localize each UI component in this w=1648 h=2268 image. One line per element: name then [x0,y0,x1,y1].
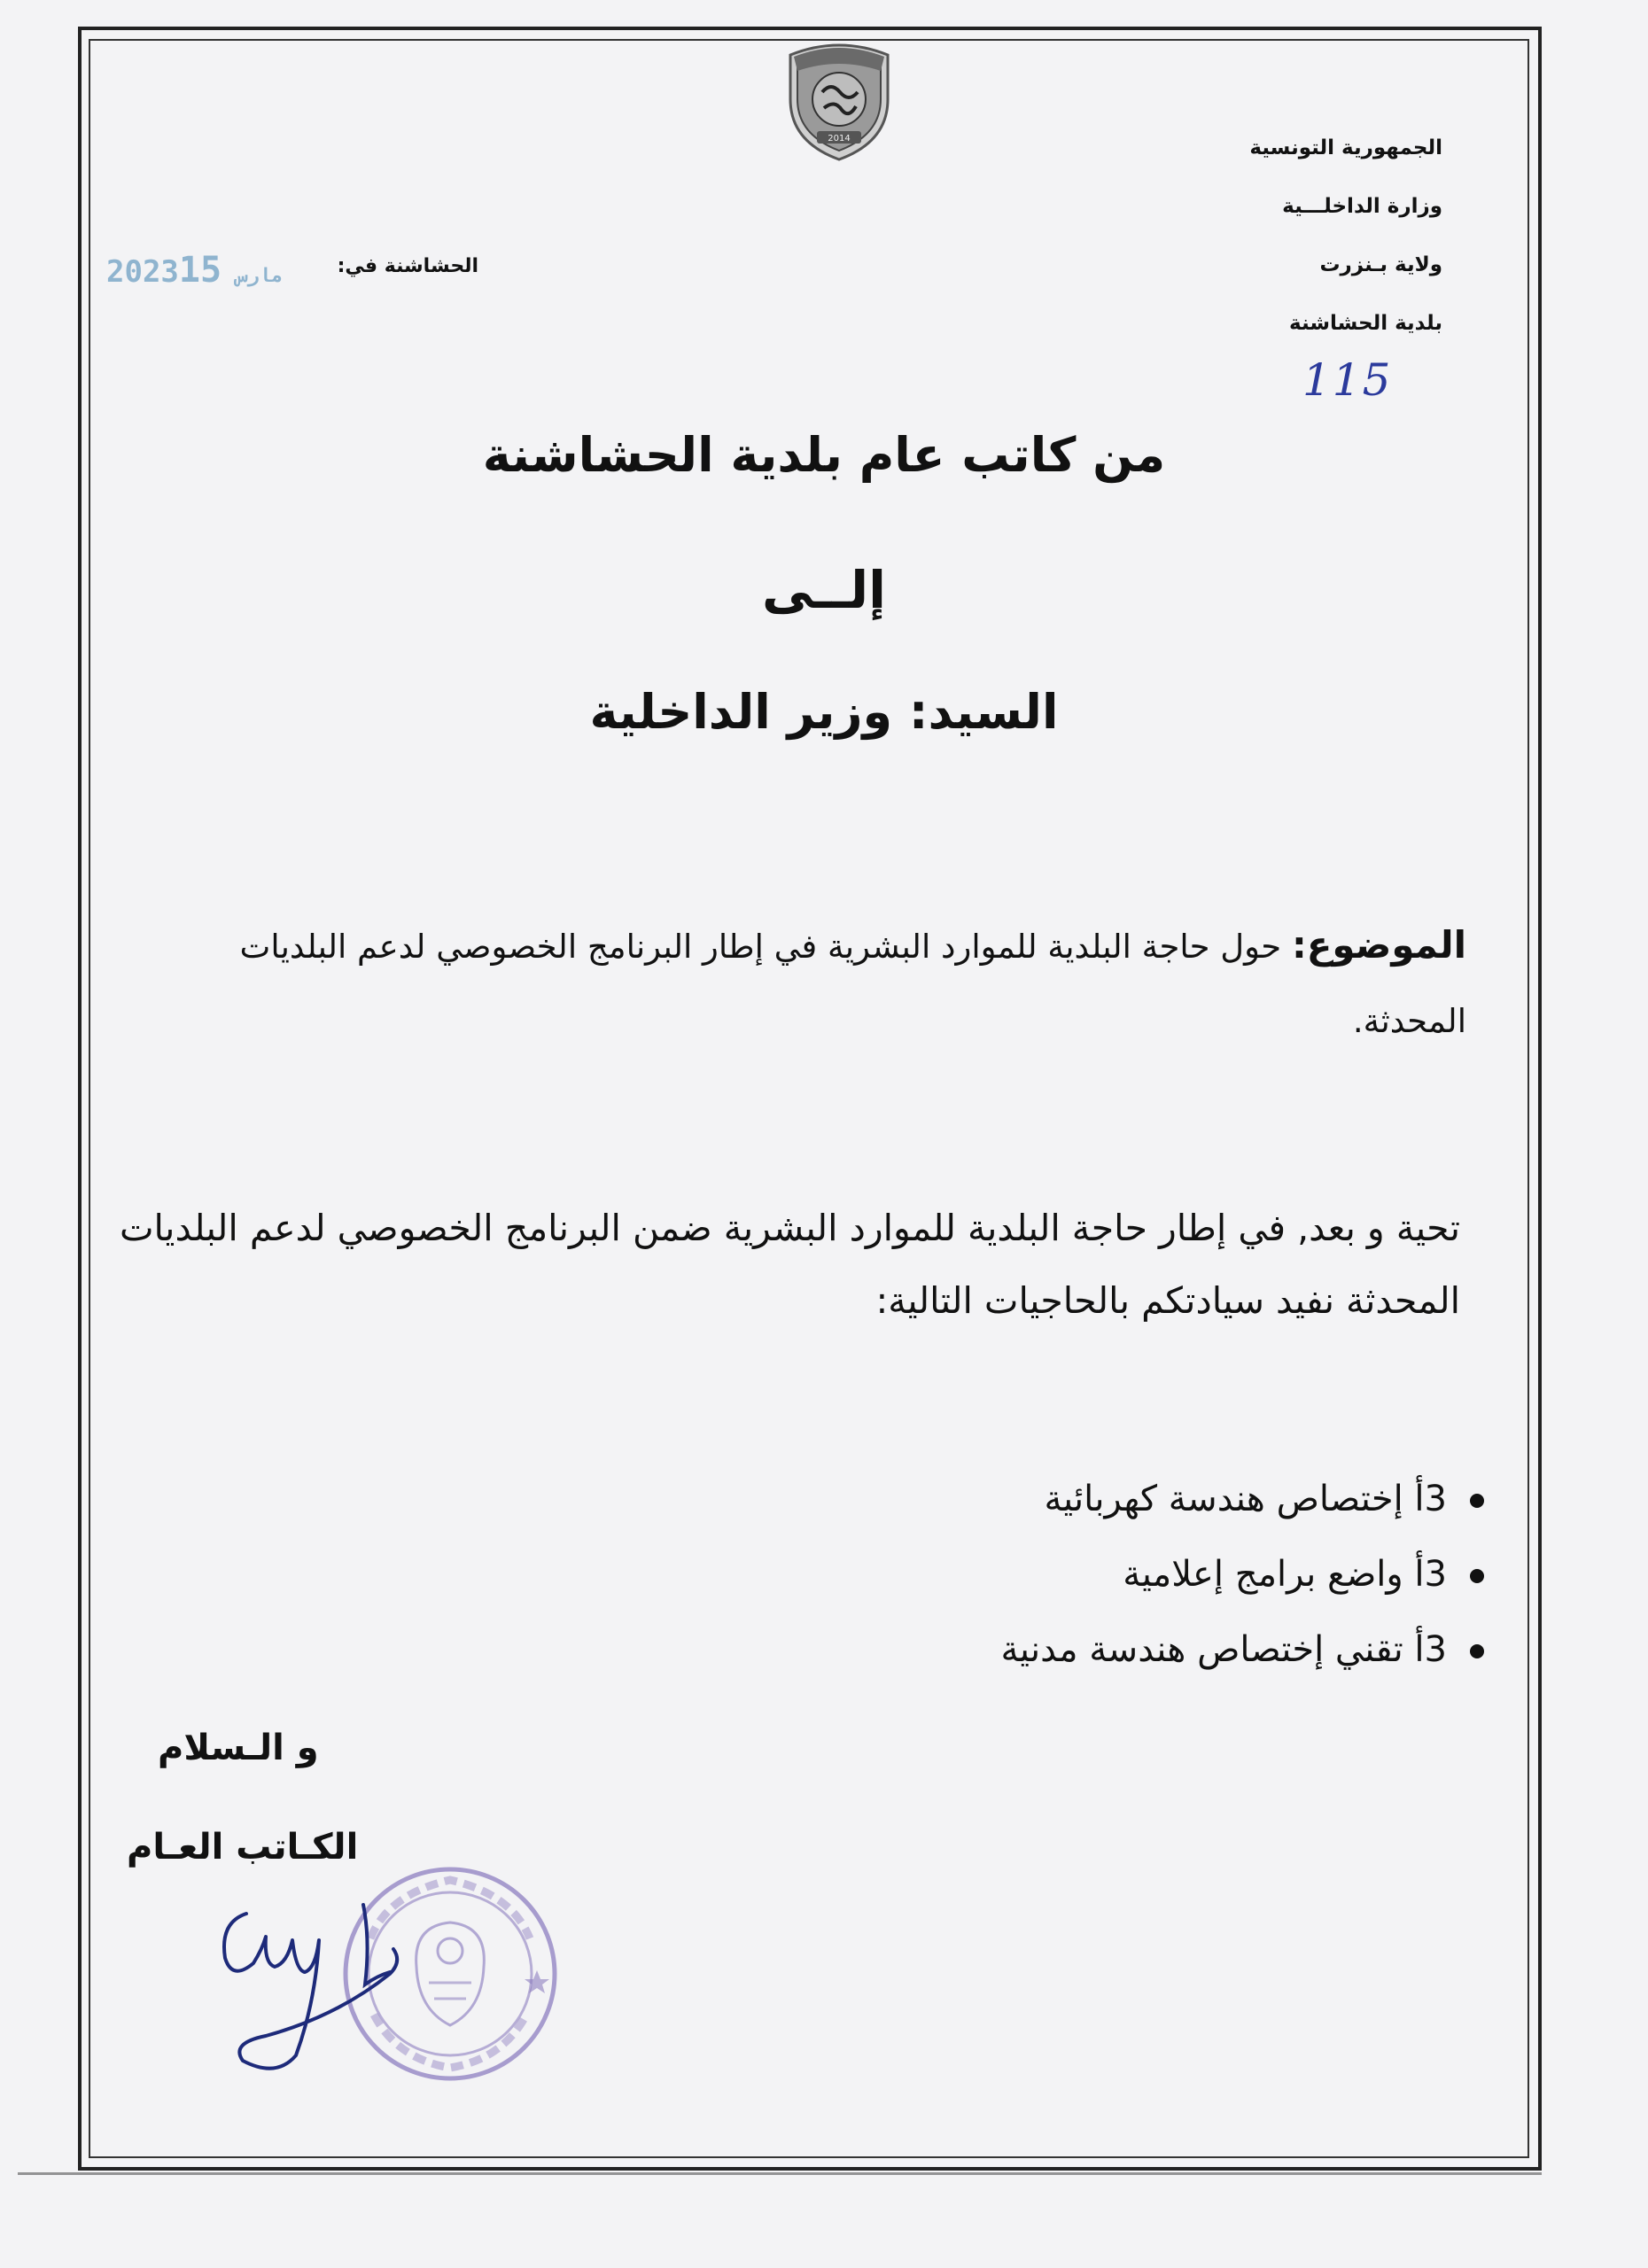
handwritten-signature [213,1887,425,2082]
list-item [1000,1612,1484,1688]
reference-number: 115 [1302,354,1393,406]
date-stamp-year: 2023 [106,254,179,290]
letterhead-municipality: بلدية الحشاشنة [1289,312,1442,335]
subject-label: الموضوع: [1291,923,1466,967]
list-item [1000,1462,1484,1537]
signatory-title: الكـاتب العـام [127,1827,359,1868]
bullet-icon [1470,1644,1484,1658]
scan-edge-line [18,2172,1542,2175]
letter-body: تحية و بعد, في إطار حاجة البلدية للموارد البشرية ضمن البرنامج الخصوصي لدعم البلديات المحدثة نفيد سيادتكم بالحاجيات التالية: [119,1207,1460,1322]
bullet-icon [1470,1494,1484,1508]
list-item [1000,1537,1484,1612]
letterhead-country: الجمهورية التونسية [1249,136,1442,159]
bullet-icon [1470,1569,1484,1583]
need-text: 3أ تقني إختصاص هندسة مدنية [1000,1629,1447,1670]
letterhead-ministry: وزارة الداخلـــية [1282,195,1442,218]
date-stamp [106,250,297,291]
date-label: الحشاشنة في: [337,255,478,277]
need-text: 3أ إختصاص هندسة كهربائية [1044,1479,1447,1519]
need-text: 3أ واضع برامج إعلامية [1123,1554,1447,1595]
date-line [106,250,478,289]
municipality-logo [778,37,900,161]
subject-line [120,908,1466,1059]
date-stamp-month: مارس [236,265,284,287]
logo-year: 2014 [828,134,851,144]
subject-text: حول حاجة البلدية للموارد البشرية في إطار البرنامج الخصوصي لدعم البلديات المحدثة. [239,928,1466,1040]
needs-list [1000,1462,1484,1688]
letterhead [1249,133,1442,367]
closing-salutation: و الـسلام [158,1728,319,1768]
recipient-heading: السيد: وزير الداخلية [589,684,1059,740]
date-stamp-day: 15 [178,250,222,291]
sender-heading: من كاتب عام بلدية الحشاشنة [482,427,1166,483]
to-heading: إلــى [762,560,886,620]
letterhead-governorate: ولاية بـنزرت [1319,253,1442,276]
